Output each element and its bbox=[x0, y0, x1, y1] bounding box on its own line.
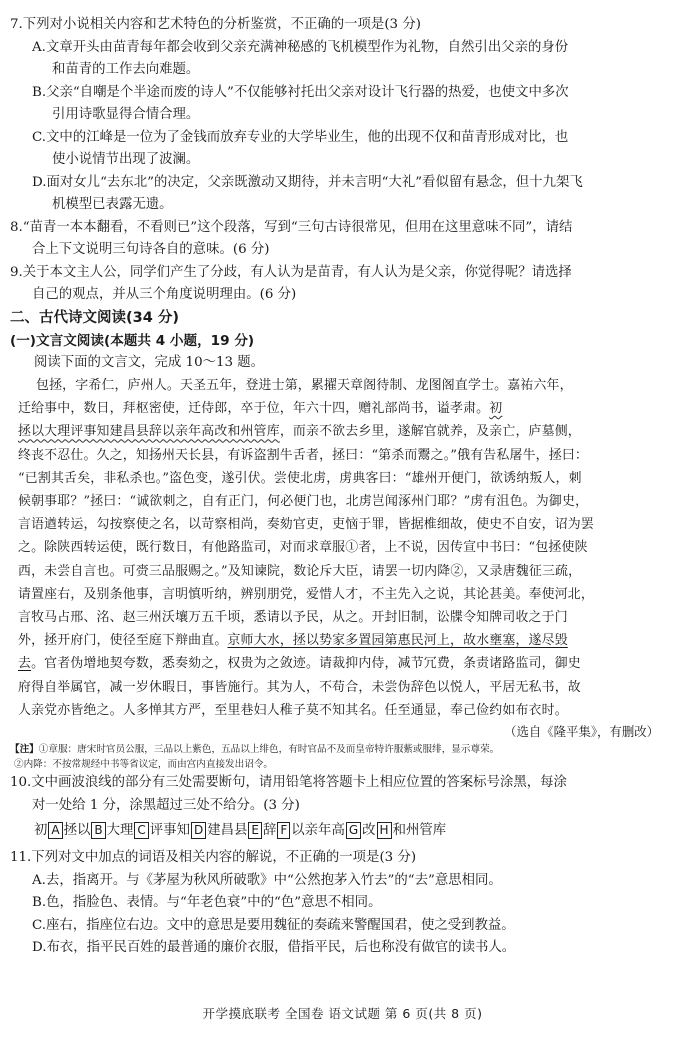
passage-line: 言牧马占邢、洺、赵三州沃壤万五千顷，悉请以予民，从之。开封旧制，讼牒令知牌司收之于门 bbox=[18, 610, 568, 626]
note-label: 【注】 bbox=[10, 744, 39, 756]
subsection-title: (一)文言文阅读(本题共 4 小题，19 分) bbox=[10, 332, 255, 349]
answer-box-e[interactable]: E bbox=[248, 822, 262, 839]
q7-option-b-cont: 引用诗歌显得合情合理。 bbox=[52, 107, 200, 122]
answer-box-b[interactable]: B bbox=[91, 822, 105, 839]
q10-stem-cont: 对一处给 1 分，涂黑超过三处不给分。(3 分) bbox=[32, 797, 300, 813]
reading-instruction: 阅读下面的文言文，完成 10～13 题。 bbox=[34, 354, 265, 370]
q10-stem: 10.文中画波浪线的部分有三处需要断句，请用铅笔将答题卡上相应位置的答案标号涂黑，每涂 bbox=[10, 775, 567, 791]
passage-line bbox=[10, 397, 667, 420]
q7-option-d: D.面对女儿“去东北”的决定，父亲既激动又期待，并未言明“大礼”看似留有悬念，但十九架飞 bbox=[32, 174, 583, 190]
q7-option-c-cont: 使小说情节出现了波澜。 bbox=[52, 152, 200, 167]
q7-option-a-cont: 和苗青的工作去向难题。 bbox=[52, 62, 200, 77]
q11-option-d: D.布衣，指平民百姓的最普通的廉价衣服，借指平民，后也称没有做官的读书人。 bbox=[32, 940, 516, 956]
segment-text: 初 bbox=[34, 823, 48, 839]
q10-answer-line bbox=[10, 817, 667, 847]
footnote-1 bbox=[10, 742, 667, 757]
footnote-2: ②内降：不按常规经中书等省议定，而由宫内直接发出诏令。 bbox=[14, 759, 274, 771]
answer-box-a[interactable]: A bbox=[48, 822, 62, 839]
answer-box-f[interactable]: F bbox=[277, 822, 290, 839]
q11-option-a: A.去，指离开。与《茅屋为秋风所破歌》中“公然抱茅入竹去”的“去”意思相同。 bbox=[32, 872, 502, 888]
passage-line: 终丧不忍仕。久之，知扬州天长县，有诉盗割牛舌者，拯曰：“第杀而鬻之。”俄有告私屠牛，拯曰： bbox=[18, 447, 589, 463]
passage-text: 迁给事中，数日，拜枢密使，迁侍郎，卒于位，年六十四，赠礼部尚书，谥孝肃。 bbox=[18, 401, 490, 417]
wavy-underlined-text: 初 bbox=[489, 401, 503, 417]
q7-option-d-cont: 机模型已表露无遗。 bbox=[52, 197, 173, 212]
segment-text: 建昌县 bbox=[207, 823, 248, 839]
q11-option-b: B.色，指脸色、表情。与“年老色衰”中的“色”意思不相同。 bbox=[32, 895, 382, 911]
q7-option-c: C.文中的江峰是一位为了金钱而放弃专业的大学毕业生，他的出现不仅和苗青形成对比，也 bbox=[32, 129, 569, 145]
segment-text: 大理 bbox=[106, 823, 134, 839]
note-text: ①章服：唐宋时官员公服，三品以上紫色，五品以上绯色，有时官品不及而皇帝特许服紫或服绯，显示尊荣。 bbox=[38, 744, 500, 756]
passage-text: 外，拯开府门，使径至庭下辩曲直。 bbox=[18, 633, 228, 649]
q8-stem-cont: 合上下文说明三句诗各自的意味。(6 分) bbox=[32, 242, 270, 257]
passage-line: 之。除陕西转运使，既行数日，有他路监司，对而求章服①者，上不说，因传宣中书曰：“包拯使陕 bbox=[18, 540, 588, 556]
q9-stem: 9.关于本文主人公，同学们产生了分歧，有人认为是苗青，有人认为是父亲，你觉得呢？请选择 bbox=[10, 264, 572, 280]
passage-line: “已割其舌矣，非私杀也。”盗色变，遂引伏。尝使北虏，虏典客曰：“雄州开便门，欲诱纳叛人，刺 bbox=[18, 470, 582, 486]
answer-box-c[interactable]: C bbox=[134, 822, 148, 839]
answer-box-h[interactable]: H bbox=[377, 822, 392, 839]
segment-text: 评事知 bbox=[149, 823, 190, 839]
passage-source: （选自《隆平集》，有删改） bbox=[504, 724, 659, 740]
q7-option-b: B.父亲“自嘲是个半途而废的诗人”不仅能够衬托出父亲对设计飞行器的热爱，也使文中多次 bbox=[32, 84, 569, 100]
q11-stem: 11.下列对文中加点的词语及相关内容的解说，不正确的一项是(3 分) bbox=[10, 850, 417, 866]
q9-stem-cont: 自己的观点，并从三个角度说明理由。(6 分) bbox=[32, 287, 297, 302]
segment-text: 和州管库 bbox=[392, 823, 447, 839]
passage-line: 候朝事耶？”拯曰：“诚欲刺之，自有正门，何必便门也，北虏岂闻涿州门耶？”虏有沮色。为御史， bbox=[18, 494, 589, 510]
wavy-underlined-text: 拯以大理评事知建昌县辞以亲年高改和州管库 bbox=[18, 424, 280, 440]
underlined-text: 京师大水，拯以势家多置园第惠民河上，故水壅塞，遂尽毁 bbox=[227, 633, 568, 649]
passage-line: 言语遒转运，勾按察使之名，以苛察相尚，奏劾官吏，吏恼于罪，皆据椎细故，使史不自安，诏为罢 bbox=[18, 517, 594, 533]
passage-line: 西，未尝自言也。可赍三品服赐之。”及知谏院，数论斥大臣，请罢一切内降②，又录唐魏征三疏， bbox=[18, 563, 582, 579]
q11-option-c: C.座右，指座位右边。文中的意思是要用魏征的奏疏来警醒国君，使之受到教益。 bbox=[32, 917, 515, 933]
passage-line: 人亲党亦皆绝之。人多惮其方严，至里巷妇人稚子莫不知其名。任至通显，奉己俭约如布衣时。 bbox=[18, 702, 568, 718]
passage-line bbox=[10, 652, 667, 675]
classical-passage bbox=[10, 374, 667, 742]
segment-text: 改 bbox=[362, 823, 376, 839]
section-title: 二、古代诗文阅读(34 分) bbox=[10, 309, 179, 326]
underlined-text: 去 bbox=[18, 656, 32, 672]
q7-option-a: A.文章开头由苗青每年都会收到父亲充满神秘感的飞机模型作为礼物，自然引出父亲的身份 bbox=[32, 39, 569, 55]
answer-box-g[interactable]: G bbox=[346, 822, 361, 839]
q7-stem: 7.下列对小说相关内容和艺术特色的分析鉴赏，不正确的一项是(3 分) bbox=[10, 17, 421, 32]
passage-line: 请置座右，及别条他事，言明慎听纳，辨别朋党，爱惜人才，不主先入之说，其论甚美。奉使河北， bbox=[18, 586, 594, 602]
answer-box-d[interactable]: D bbox=[191, 822, 206, 839]
passage-text: ，而亲不欲去乡里，遂解官就养，及亲亡，庐墓侧， bbox=[279, 424, 581, 440]
segment-text: 拯以 bbox=[63, 823, 91, 839]
passage-line: 府得自举属官，减一岁休暇日，事皆施行。其为人，不苟合，未尝伪辞色以悦人，平居无私书，故 bbox=[18, 679, 581, 695]
passage-line bbox=[10, 420, 667, 443]
passage-line bbox=[10, 629, 667, 652]
page-footer: 开学摸底联考 全国卷 语文试题 第 6 页(共 8 页) bbox=[202, 1006, 483, 1021]
q8-stem: 8.“苗青一本本翻看，不看则已”这个段落，写到“三句古诗很常见，但用在这里意味不同”，请结 bbox=[10, 219, 573, 235]
segment-text: 以亲年高 bbox=[291, 823, 345, 839]
passage-text: 。官者伪增地契夸数，悉奏劾之，权贵为之敛迹。请裁抑内侍，减节冗费，条责诸路监司，御史 bbox=[31, 656, 581, 672]
passage-line: 包拯，字希仁，庐州人。天圣五年，登进士第，累擢天章阁待制、龙图阁直学士。嘉祐六年， bbox=[36, 378, 573, 393]
segment-text: 辞 bbox=[262, 823, 277, 839]
